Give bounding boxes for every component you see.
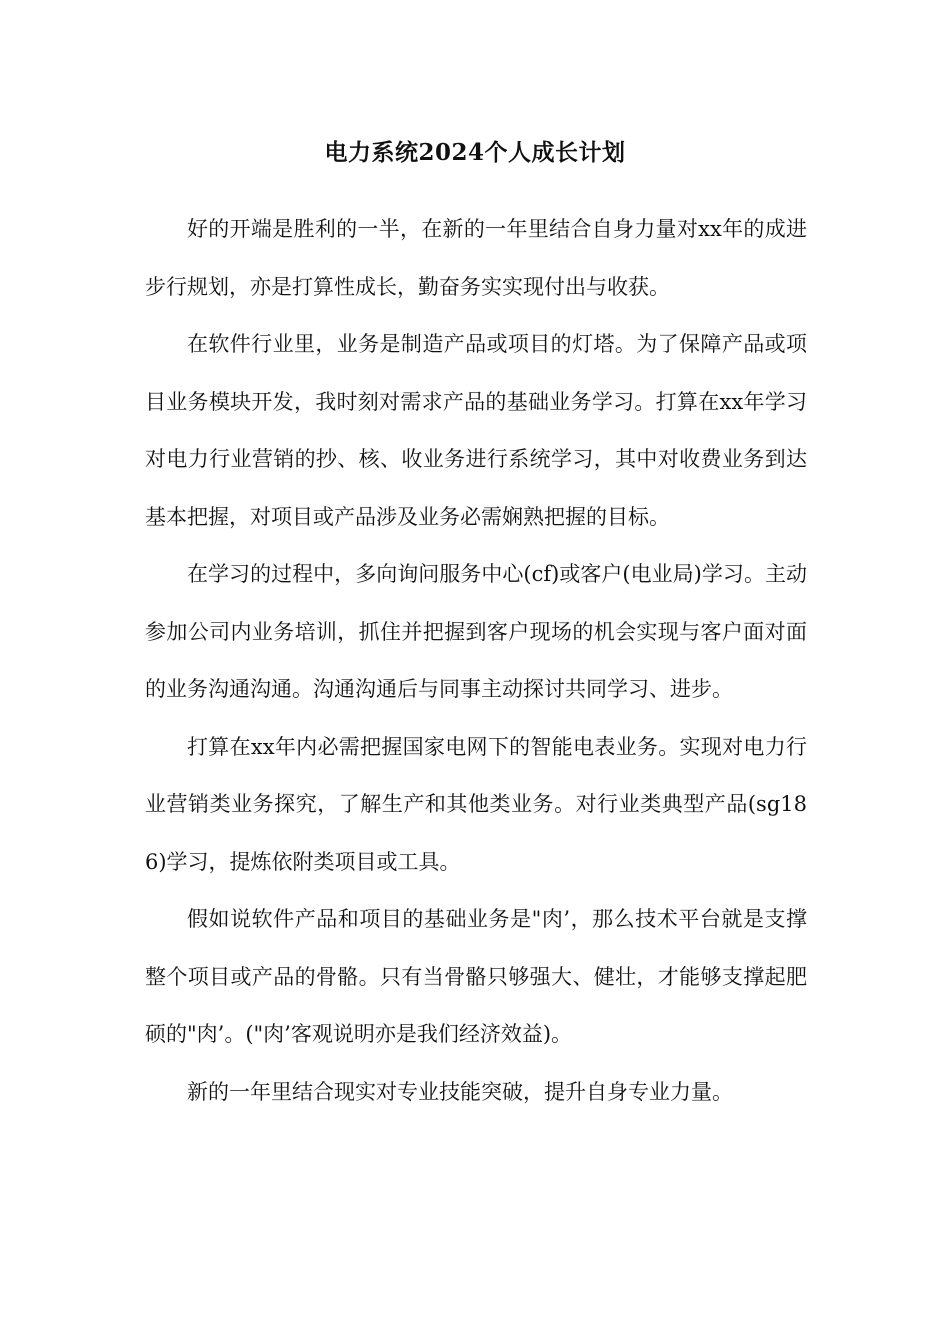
paragraph-6: 新的一年里结合现实对专业技能突破，提升自身专业力量。 [187, 1079, 733, 1104]
paragraph-5: 假如说软件产品和项目的基础业务是"肉’，那么技术平台就是支撑整个项目或产品的骨骼。只有当骨骼只够强大、健壮，才能够支撑起肥硕的"肉’。("肉’客观说明亦是我们经济效益)。 [145, 907, 807, 1046]
document-body [145, 201, 807, 1121]
paragraph-4: 打算在xx年内必需把握国家电网下的智能电表业务。实现对电力行业营销类业务探究，了解生产和其他类业务。对行业类典型产品(sg186)学习，提炼依附类项目或工具。 [145, 734, 807, 874]
document-title: 电力系统2024个人成长计划 [324, 139, 626, 166]
paragraph-2: 在软件行业里，业务是制造产品或项目的灯塔。为了保障产品或项目业务模块开发，我时刻对需求产品的基础业务学习。打算在xx年学习对电力行业营销的抄、核、收业务进行系统学习，其中对收费业务到达基本把握，对项目或产品涉及业务必需娴熟把握的目标。 [145, 332, 807, 529]
paragraph-3: 在学习的过程中，多向询问服务中心(cf)或客户(电业局)学习。主动参加公司内业务培训，抓住并把握到客户现场的机会实现与客户面对面的业务沟通沟通。沟通沟通后与同事主动探讨共同学习、进步。 [145, 562, 807, 701]
paragraph-1: 好的开端是胜利的一半，在新的一年里结合自身力量对xx年的成进步行规划，亦是打算性成长，勤奋务实实现付出与收获。 [145, 217, 807, 299]
